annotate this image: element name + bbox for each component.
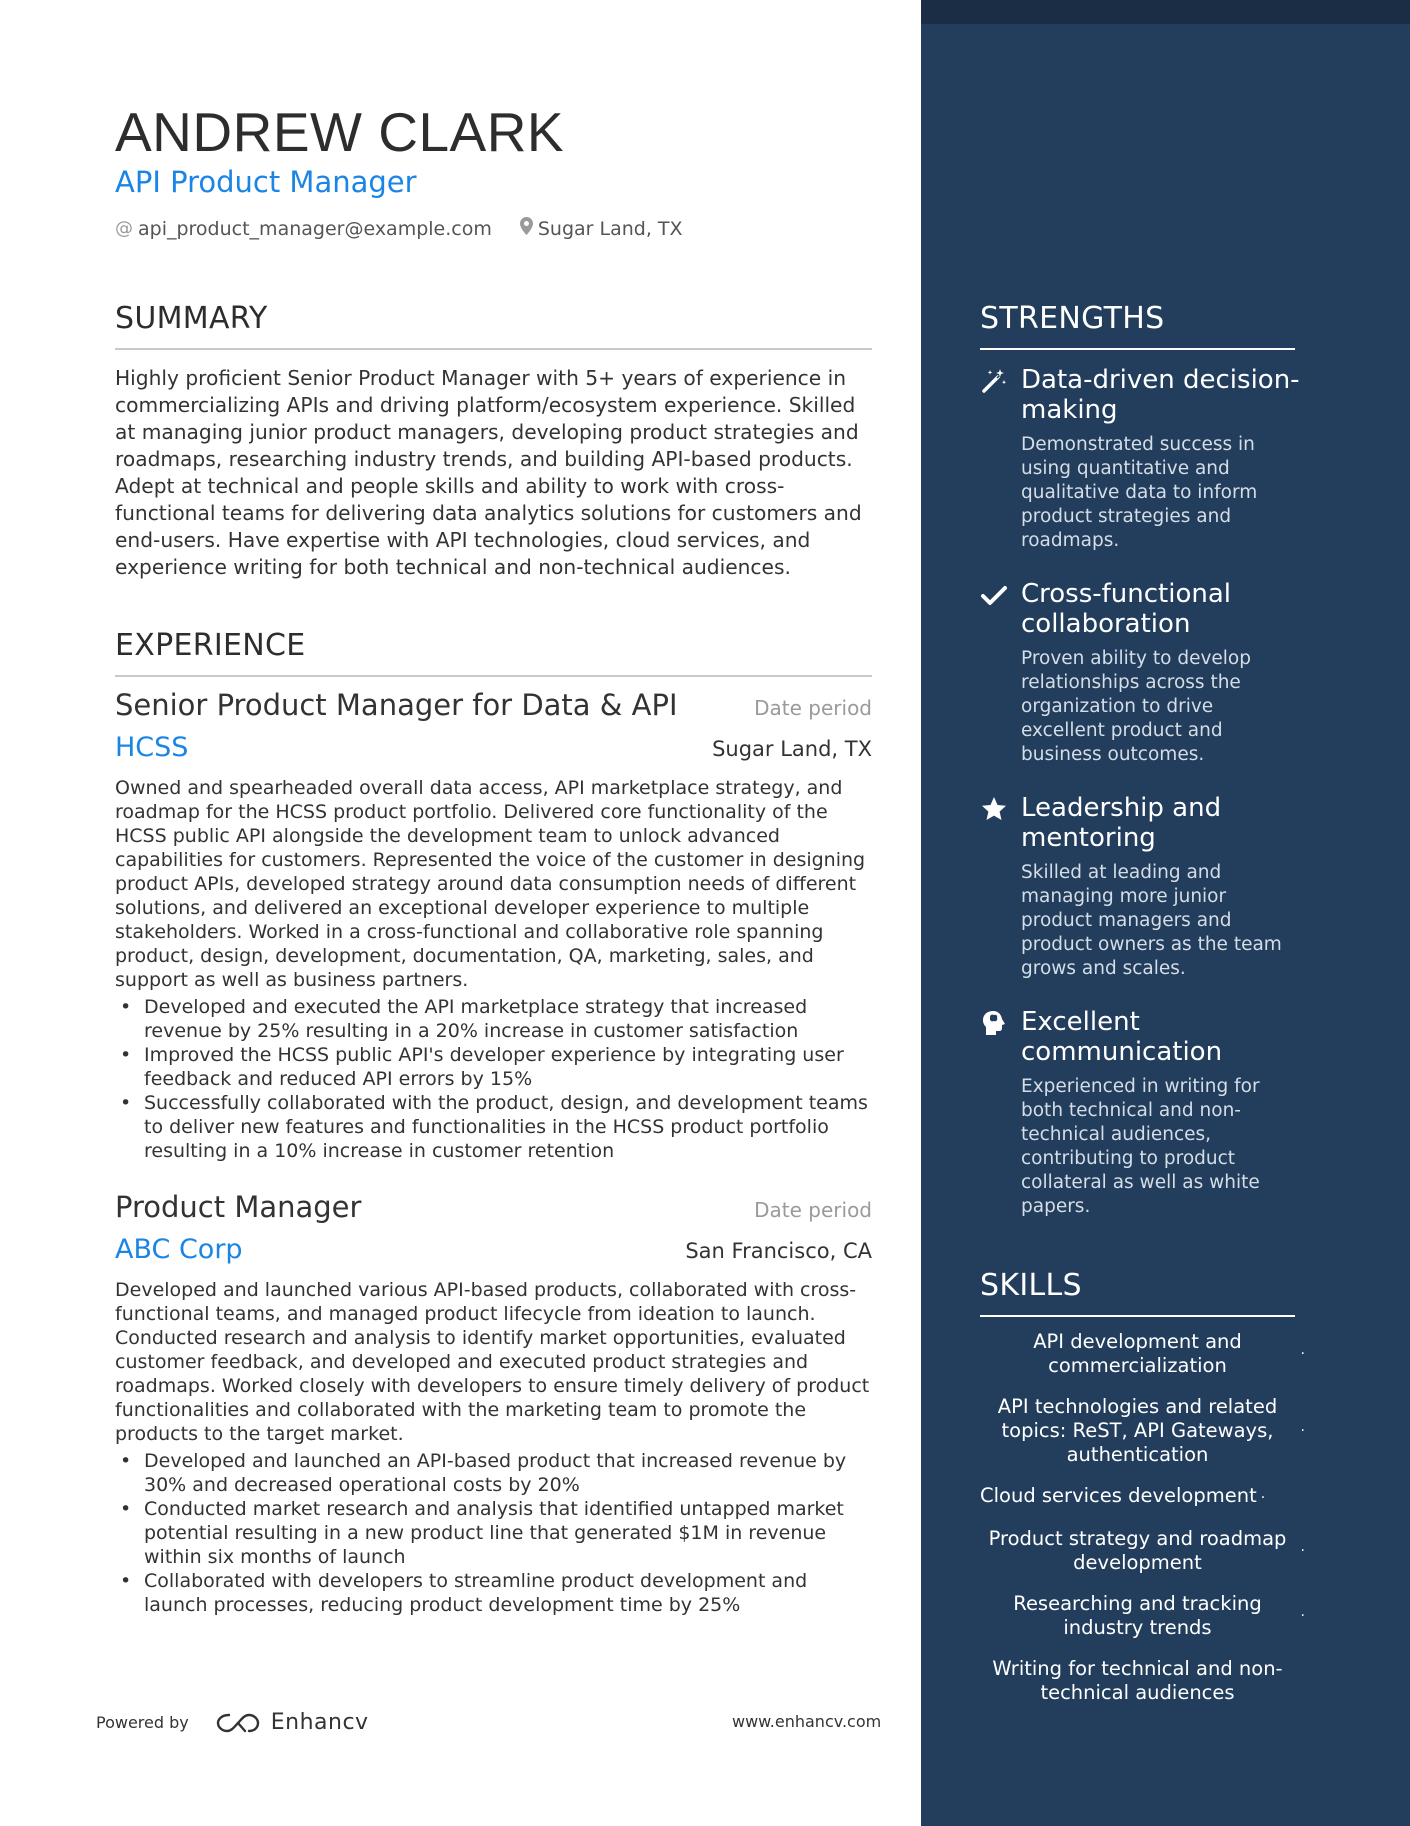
strength-title: Data-driven decision-making: [1021, 365, 1300, 425]
achievement-item: • Developed and executed the API marketplace strategy that increased revenue by 25% resulting in a 20% increase in customer satisfaction: [120, 996, 808, 1042]
experience-divider: [115, 675, 872, 677]
achievement-item: • Successfully collaborated with the product, design, and development teams to deliver new features and functionalities in the HCSS product portfolio resulting in a 10% increase in customer retention: [120, 1092, 868, 1162]
skill-item: Cloud services development ·: [980, 1484, 1266, 1507]
achievement-list: [115, 1449, 872, 1617]
strengths-heading: STRENGTHS: [980, 301, 1165, 336]
strength-item: [980, 793, 1300, 981]
experience-heading: EXPERIENCE: [115, 628, 306, 663]
brand-name: Enhancv: [270, 1710, 369, 1735]
skill-separator: ·: [1300, 1543, 1305, 1559]
role-description: Owned and spearheaded overall data access, API marketplace strategy, and roadmap for the HCSS product portfolio. Delivered core functionality of the HCSS public API alongside the development team to unlock advanced capabilities for customers. Represented the voice of the customer in designing product APIs, developed strategy around data consumption needs of different solutions, and delivered an exceptional developer experience to multiple stakeholders. Worked in a cross-functional and collaborative role spanning product, design, development, documentation, QA, marketing, sales, and support as well as business partners.: [115, 777, 866, 991]
enhancv-logo[interactable]: [215, 1710, 369, 1735]
bullet-icon: •: [120, 1044, 132, 1066]
skill-item: API development and commercialization ·: [1033, 1330, 1305, 1377]
strength-title: Cross-functional collaboration: [1021, 579, 1232, 639]
sidebar: [921, 0, 1410, 1826]
strength-description: Experienced in writing for both technical and non-technical audiences, contributing to product collateral as well as white papers.: [1021, 1076, 1260, 1217]
achievement-item: • Collaborated with developers to streamline product development and launch processes, reducing product development time by 25%: [120, 1570, 808, 1616]
candidate-name: ANDREW CLARK: [115, 101, 565, 163]
company-name: ABC Corp: [115, 1234, 243, 1265]
strength-item: [980, 365, 1300, 553]
map-pin-icon: [520, 217, 533, 240]
strength-description: Proven ability to develop relationships across the organization to drive excellent product and business outcomes.: [1021, 648, 1251, 765]
achievement-list: [115, 995, 872, 1163]
skill-item: Researching and tracking industry trends ·: [1013, 1592, 1305, 1639]
candidate-title: API Product Manager: [115, 165, 417, 199]
experience-entry: [115, 688, 872, 1163]
strength-title: Leadership and mentoring: [1021, 793, 1222, 853]
skill-item: Product strategy and roadmap development ·: [988, 1527, 1305, 1574]
skill-item: Writing for technical and non-technical audiences: [992, 1657, 1283, 1704]
footer-branding: [96, 1710, 369, 1735]
contact-info: [115, 217, 683, 240]
skills-divider: [980, 1315, 1295, 1317]
bullet-icon: •: [120, 996, 132, 1018]
role-date: Date period: [754, 696, 872, 720]
bullet-icon: •: [120, 1570, 132, 1592]
role-date: Date period: [754, 1198, 872, 1222]
skill-separator: ·: [1260, 1490, 1266, 1506]
achievement-item: • Improved the HCSS public API's developer experience by integrating user feedback and reduced API errors by 15%: [120, 1044, 844, 1090]
summary-text: Highly proficient Senior Product Manager with 5+ years of experience in commercializing APIs and driving platform/ecosystem experience. Skilled at managing junior product managers, developing product strategies and roadmaps, researching industry trends, and building API-based products. Adept at technical and people skills and ability to work with cross-functional teams for delivering data analytics solutions for customers and end-users. Have expertise with API technologies, cloud services, and experience writing for both technical and non-technical audiences.: [115, 366, 862, 579]
location-text: Sugar Land, TX: [537, 217, 683, 240]
skills-heading: SKILLS: [980, 1268, 1082, 1303]
bullet-icon: •: [120, 1498, 132, 1520]
email-contact[interactable]: [115, 217, 492, 240]
role-title: Senior Product Manager for Data & API: [115, 688, 678, 722]
role-title: Product Manager: [115, 1190, 362, 1224]
role-description: Developed and launched various API-based products, collaborated with cross-functional teams, and managed product lifecycle from ideation to launch. Conducted research and analysis to identify market opportunities, evaluated customer feedback, and developed and executed product strategies and roadmaps. Worked closely with developers to ensure timely delivery of product functionalities and collaborated with the marketing team to promote the products to the target market.: [115, 1279, 870, 1445]
skill-item: API technologies and related topics: ReST, API Gateways, authentication ·: [997, 1395, 1305, 1466]
experience-entry: [115, 1190, 872, 1617]
summary-divider: [115, 348, 872, 350]
strength-description: Skilled at leading and managing more junior product managers and product owners as the team grows and scales.: [1021, 862, 1282, 979]
head-brain-icon: [980, 1009, 1008, 1037]
strength-description: Demonstrated success in using quantitative and qualitative data to inform product strategies and roadmaps.: [1021, 434, 1258, 551]
strength-title: Excellent communication: [1021, 1007, 1223, 1067]
achievement-item: • Developed and launched an API-based product that increased revenue by 30% and decreased operational costs by 20%: [120, 1450, 847, 1496]
location-contact: [520, 217, 683, 240]
role-location: San Francisco, CA: [685, 1239, 872, 1263]
enhancv-logo-icon: [215, 1711, 261, 1735]
email-text: api_product_manager@example.com: [138, 217, 492, 240]
skill-separator: ·: [1300, 1608, 1305, 1624]
footer-url[interactable]: www.enhancv.com: [732, 1712, 882, 1731]
powered-by-label: Powered by: [96, 1713, 189, 1732]
checkmark-icon: [980, 581, 1008, 609]
role-location: Sugar Land, TX: [712, 737, 872, 761]
strength-item: [980, 579, 1300, 767]
summary-heading: SUMMARY: [115, 301, 268, 336]
skills-list: [980, 1330, 1310, 1722]
achievement-item: • Conducted market research and analysis that identified untapped market potential resulting in a new product line that generated $1M in revenue within six months of launch: [120, 1498, 844, 1568]
star-icon: [980, 795, 1008, 823]
skill-separator: ·: [1300, 1346, 1305, 1362]
magic-wand-icon: [980, 367, 1008, 395]
company-name: HCSS: [115, 732, 189, 763]
bullet-icon: •: [120, 1450, 132, 1472]
bullet-icon: •: [120, 1092, 132, 1114]
skill-separator: ·: [1300, 1423, 1305, 1439]
strengths-divider: [980, 348, 1295, 350]
sidebar-top-bar: [921, 0, 1410, 24]
at-sign-icon: @: [115, 218, 133, 239]
strength-item: [980, 1007, 1300, 1219]
